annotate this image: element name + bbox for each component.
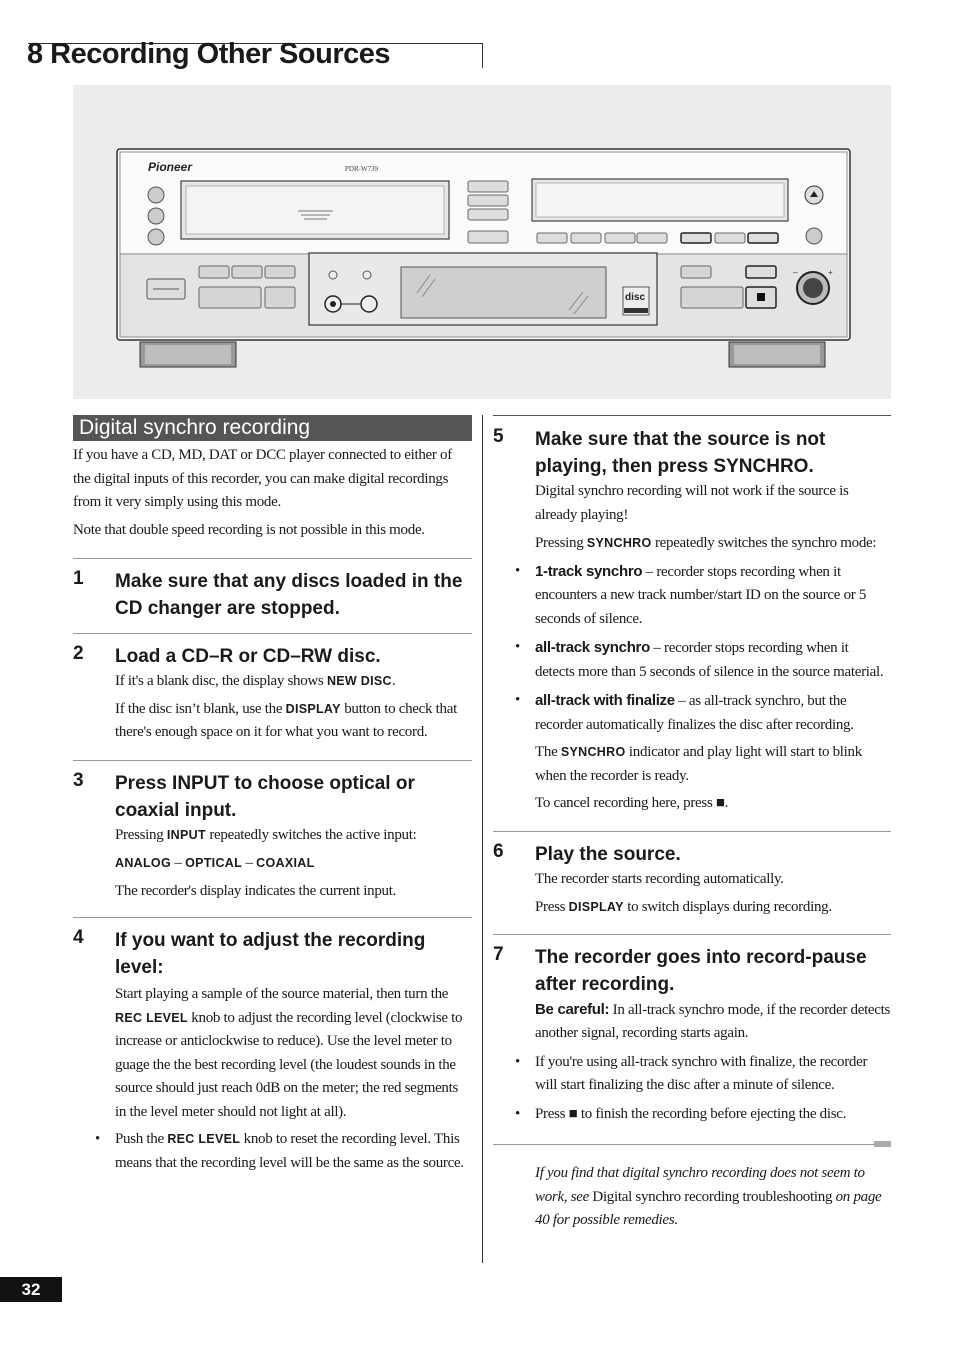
power-button-3 bbox=[148, 229, 164, 245]
step-number: 3 bbox=[73, 769, 84, 791]
step-text: Press DISPLAY to switch displays during recording. bbox=[535, 899, 832, 915]
page-number: 32 bbox=[0, 1277, 62, 1302]
step-title: Load a CD–R or CD–RW disc. bbox=[115, 646, 381, 667]
bullet-item: • all-track with finalize – as all-track synchro, but the recorder automatically finalizes the disc after recording. bbox=[515, 689, 891, 737]
button-name: DISPLAY bbox=[285, 701, 341, 716]
step-title: Make sure that the source is not playing, then press SYNCHRO. bbox=[535, 429, 826, 477]
input-sequence: ANALOG – OPTICAL – COAXIAL bbox=[115, 855, 315, 871]
knob-name: REC LEVEL bbox=[115, 1010, 188, 1025]
step-text: To cancel recording here, press ■. bbox=[535, 795, 729, 811]
svg-text:+: + bbox=[828, 268, 833, 277]
intro-note: Note that double speed recording is not possible in this mode. bbox=[73, 521, 425, 538]
note-rule bbox=[493, 1144, 891, 1150]
mode-name: 1-track synchro bbox=[535, 562, 643, 580]
step-title: If you want to adjust the recording level: bbox=[115, 930, 426, 978]
divider bbox=[73, 633, 472, 634]
step-6 bbox=[493, 841, 891, 920]
step-number: 4 bbox=[73, 927, 84, 948]
step-text: Digital synchro recording will not work if the source is already playing! bbox=[535, 483, 849, 523]
model-label: PDR-W739 bbox=[345, 165, 379, 173]
chapter-title: 8 Recording Other Sources bbox=[27, 38, 390, 70]
indicator-name: SYNCHRO bbox=[560, 745, 626, 759]
mode-name: all-track synchro bbox=[535, 639, 650, 656]
button-name: SYNCHRO bbox=[586, 536, 652, 550]
step-3 bbox=[73, 770, 472, 904]
bullet-item: • 1-track synchro – recorder stops recording when it encounters a new track number/start ID on the source or 5 seconds of silence. bbox=[515, 560, 891, 632]
divider bbox=[73, 558, 472, 559]
bullet-item: • Press ■ to finish the recording before ejecting the disc. bbox=[515, 1103, 891, 1127]
step-number: 1 bbox=[73, 568, 84, 589]
left-column bbox=[73, 415, 472, 1175]
display-message: NEW DISC bbox=[326, 674, 392, 688]
mode-name: all-track with finalize bbox=[535, 692, 675, 709]
step-4 bbox=[73, 927, 472, 1175]
intro-paragraph: If you have a CD, MD, DAT or DCC player connected to either of the digital inputs of this recorder, you can make digital recordings from it very simply using this mode. bbox=[73, 447, 452, 510]
power-button-1 bbox=[148, 187, 164, 203]
divider bbox=[493, 934, 891, 935]
divider bbox=[73, 917, 472, 918]
step-text: If it's a blank disc, the display shows NEW DISC. bbox=[115, 673, 396, 689]
svg-text:disc: disc bbox=[625, 292, 646, 303]
step-text: The recorder's display indicates the current input. bbox=[115, 882, 397, 899]
step-number: 2 bbox=[73, 643, 84, 664]
step-text: Pressing INPUT repeatedly switches the active input: bbox=[115, 826, 417, 843]
right-column bbox=[493, 415, 891, 1233]
knob-name: REC LEVEL bbox=[167, 1132, 241, 1146]
step-title: Play the source. bbox=[535, 843, 681, 865]
step-text: Pressing SYNCHRO repeatedly switches the synchro mode: bbox=[535, 535, 877, 551]
section-heading: Digital synchro recording bbox=[73, 415, 472, 441]
button-name: INPUT bbox=[166, 827, 206, 842]
divider bbox=[493, 415, 891, 416]
step-7 bbox=[493, 944, 891, 1127]
bullet-item: • Push the REC LEVEL knob to reset the recording level. This means that the recording level will be the same as the source. bbox=[95, 1128, 472, 1175]
step-title: Press INPUT to choose optical or coaxial input. bbox=[115, 772, 415, 821]
step-5 bbox=[493, 426, 891, 816]
step-title: The recorder goes into record-pause after recording. bbox=[535, 946, 867, 995]
caution-label: Be careful: bbox=[535, 1000, 610, 1018]
step-text: If the disc isn’t blank, use the DISPLAY button to check that there's enough space on it for what you want to record. bbox=[115, 700, 457, 740]
step-text: The recorder starts recording automatically. bbox=[535, 870, 784, 887]
svg-text:–: – bbox=[793, 268, 798, 277]
button-name: DISPLAY bbox=[568, 900, 624, 914]
bullet-item: • If you're using all-track synchro with finalize, the recorder will start finalizing the disc after a minute of silence. bbox=[515, 1051, 891, 1098]
step-1 bbox=[73, 568, 472, 622]
step-text: Be careful: In all-track synchro mode, if the recorder detects another signal, recording starts again. bbox=[535, 1000, 891, 1041]
column-divider bbox=[482, 415, 483, 1263]
step-title: Make sure that any discs loaded in the CD changer are stopped. bbox=[115, 571, 463, 619]
step-text: Start playing a sample of the source material, then turn the REC LEVEL knob to adjust the recording level (clockwise to increase or anticlockwise to reduce). Use the level meter to guage the the best recording level (the loudest sounds in the source should just reach 0dB on the meter; the red segments in the level meter should not light at all). bbox=[115, 986, 463, 1120]
brand-logo: Pioneer bbox=[148, 160, 193, 174]
step-number: 7 bbox=[493, 943, 504, 965]
step-2 bbox=[73, 643, 472, 745]
power-button-2 bbox=[148, 208, 164, 224]
troubleshooting-note: If you find that digital synchro recording does not seem to work, see Digital synchro recording troubleshooting on page 40 for possible remedies. bbox=[535, 1165, 882, 1228]
recorder-illustration bbox=[73, 85, 891, 399]
recorder-front-panel-drawing bbox=[73, 85, 891, 399]
divider bbox=[493, 831, 891, 832]
divider bbox=[73, 760, 472, 761]
step-number: 5 bbox=[493, 426, 504, 447]
step-text: The SYNCHRO indicator and play light will start to blink when the recorder is ready. bbox=[535, 744, 862, 784]
step-number: 6 bbox=[493, 840, 504, 862]
header-tick bbox=[482, 43, 483, 68]
bullet-item: • all-track synchro – recorder stops recording when it detects more than 5 seconds of silence in the source material. bbox=[515, 636, 891, 684]
